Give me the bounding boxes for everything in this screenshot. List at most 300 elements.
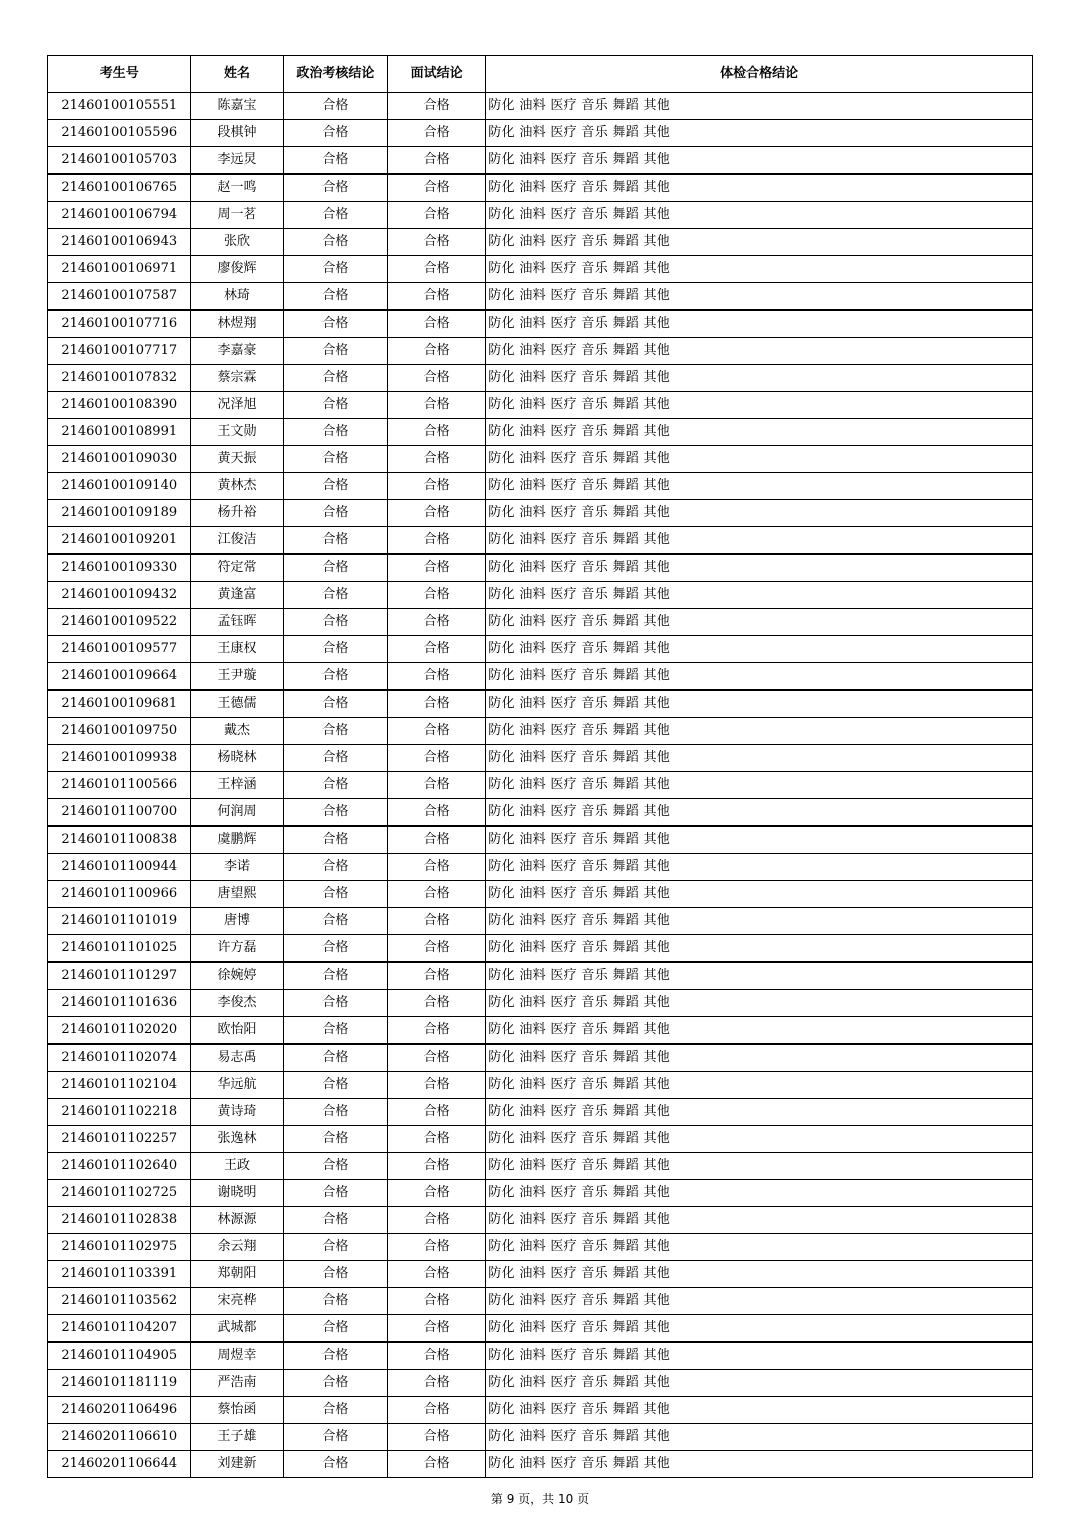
cell-name: 黄诗琦 [191, 1099, 283, 1126]
table-row [48, 609, 1033, 636]
header-name: 姓名 [191, 56, 283, 93]
cell-physical-exam: 防化 油料 医疗 音乐 舞蹈 其他 [486, 990, 1033, 1017]
cell-interview: 合格 [388, 202, 486, 229]
cell-interview: 合格 [388, 1315, 486, 1343]
cell-interview: 合格 [388, 1044, 486, 1072]
candidate-table [47, 55, 1033, 1478]
cell-candidate-id: 21460100109681 [48, 690, 191, 718]
cell-political-review: 合格 [283, 1126, 387, 1153]
table-row [48, 1072, 1033, 1099]
table-row [48, 473, 1033, 500]
cell-candidate-id: 21460100109750 [48, 718, 191, 745]
cell-name: 王政 [191, 1153, 283, 1180]
cell-candidate-id: 21460101102640 [48, 1153, 191, 1180]
cell-name: 符定常 [191, 554, 283, 582]
table-row [48, 663, 1033, 691]
cell-physical-exam: 防化 油料 医疗 音乐 舞蹈 其他 [486, 473, 1033, 500]
cell-interview: 合格 [388, 147, 486, 175]
cell-name: 周一茗 [191, 202, 283, 229]
cell-interview: 合格 [388, 1234, 486, 1261]
table-row [48, 1342, 1033, 1370]
cell-physical-exam: 防化 油料 医疗 音乐 舞蹈 其他 [486, 1126, 1033, 1153]
table-row [48, 256, 1033, 283]
table-row [48, 582, 1033, 609]
cell-political-review: 合格 [283, 990, 387, 1017]
cell-candidate-id: 21460100109522 [48, 609, 191, 636]
cell-political-review: 合格 [283, 1397, 387, 1424]
cell-name: 欧怡阳 [191, 1017, 283, 1045]
cell-name: 唐望熙 [191, 881, 283, 908]
cell-physical-exam: 防化 油料 医疗 音乐 舞蹈 其他 [486, 419, 1033, 446]
cell-interview: 合格 [388, 1370, 486, 1397]
cell-candidate-id: 21460101102218 [48, 1099, 191, 1126]
cell-candidate-id: 21460100109577 [48, 636, 191, 663]
cell-physical-exam: 防化 油料 医疗 音乐 舞蹈 其他 [486, 663, 1033, 691]
cell-name: 严浩南 [191, 1370, 283, 1397]
cell-interview: 合格 [388, 1397, 486, 1424]
cell-physical-exam: 防化 油料 医疗 音乐 舞蹈 其他 [486, 935, 1033, 963]
table-row [48, 1153, 1033, 1180]
cell-political-review: 合格 [283, 310, 387, 338]
cell-candidate-id: 21460100105596 [48, 120, 191, 147]
cell-candidate-id: 21460101104207 [48, 1315, 191, 1343]
cell-name: 周煜幸 [191, 1342, 283, 1370]
cell-interview: 合格 [388, 690, 486, 718]
cell-name: 段棋钟 [191, 120, 283, 147]
cell-name: 余云翔 [191, 1234, 283, 1261]
table-row [48, 419, 1033, 446]
cell-candidate-id: 21460100109432 [48, 582, 191, 609]
cell-physical-exam: 防化 油料 医疗 音乐 舞蹈 其他 [486, 908, 1033, 935]
cell-name: 王德儒 [191, 690, 283, 718]
cell-political-review: 合格 [283, 419, 387, 446]
table-row [48, 1126, 1033, 1153]
cell-political-review: 合格 [283, 554, 387, 582]
cell-political-review: 合格 [283, 826, 387, 854]
cell-name: 刘建新 [191, 1451, 283, 1478]
cell-interview: 合格 [388, 365, 486, 392]
cell-physical-exam: 防化 油料 医疗 音乐 舞蹈 其他 [486, 854, 1033, 881]
cell-candidate-id: 21460101100838 [48, 826, 191, 854]
cell-physical-exam: 防化 油料 医疗 音乐 舞蹈 其他 [486, 1424, 1033, 1451]
cell-physical-exam: 防化 油料 医疗 音乐 舞蹈 其他 [486, 582, 1033, 609]
table-row [48, 446, 1033, 473]
cell-candidate-id: 21460101101297 [48, 962, 191, 990]
cell-candidate-id: 21460101181119 [48, 1370, 191, 1397]
cell-name: 李俊杰 [191, 990, 283, 1017]
cell-name: 陈嘉宝 [191, 93, 283, 120]
cell-physical-exam: 防化 油料 医疗 音乐 舞蹈 其他 [486, 120, 1033, 147]
cell-political-review: 合格 [283, 527, 387, 555]
cell-name: 黄林杰 [191, 473, 283, 500]
cell-candidate-id: 21460101103391 [48, 1261, 191, 1288]
cell-political-review: 合格 [283, 202, 387, 229]
cell-interview: 合格 [388, 1424, 486, 1451]
cell-interview: 合格 [388, 990, 486, 1017]
cell-physical-exam: 防化 油料 医疗 音乐 舞蹈 其他 [486, 229, 1033, 256]
cell-interview: 合格 [388, 826, 486, 854]
table-row [48, 826, 1033, 854]
cell-candidate-id: 21460100106943 [48, 229, 191, 256]
cell-political-review: 合格 [283, 120, 387, 147]
cell-interview: 合格 [388, 1180, 486, 1207]
cell-political-review: 合格 [283, 500, 387, 527]
cell-political-review: 合格 [283, 93, 387, 120]
cell-interview: 合格 [388, 392, 486, 419]
cell-candidate-id: 21460101102257 [48, 1126, 191, 1153]
cell-physical-exam: 防化 油料 医疗 音乐 舞蹈 其他 [486, 1370, 1033, 1397]
cell-name: 林煜翔 [191, 310, 283, 338]
cell-candidate-id: 21460100107717 [48, 338, 191, 365]
cell-interview: 合格 [388, 1288, 486, 1315]
cell-candidate-id: 21460100107832 [48, 365, 191, 392]
cell-candidate-id: 21460101100944 [48, 854, 191, 881]
cell-interview: 合格 [388, 636, 486, 663]
cell-physical-exam: 防化 油料 医疗 音乐 舞蹈 其他 [486, 772, 1033, 799]
cell-physical-exam: 防化 油料 医疗 音乐 舞蹈 其他 [486, 310, 1033, 338]
cell-candidate-id: 21460100107587 [48, 283, 191, 311]
cell-political-review: 合格 [283, 1315, 387, 1343]
cell-physical-exam: 防化 油料 医疗 音乐 舞蹈 其他 [486, 1288, 1033, 1315]
cell-interview: 合格 [388, 1072, 486, 1099]
cell-name: 虞鹏辉 [191, 826, 283, 854]
cell-candidate-id: 21460201106610 [48, 1424, 191, 1451]
cell-name: 武城都 [191, 1315, 283, 1343]
cell-name: 郑朝阳 [191, 1261, 283, 1288]
cell-name: 蔡宗霖 [191, 365, 283, 392]
cell-political-review: 合格 [283, 881, 387, 908]
cell-political-review: 合格 [283, 1370, 387, 1397]
header-physical-exam: 体检合格结论 [486, 56, 1033, 93]
cell-political-review: 合格 [283, 854, 387, 881]
cell-interview: 合格 [388, 446, 486, 473]
table-row [48, 310, 1033, 338]
cell-physical-exam: 防化 油料 医疗 音乐 舞蹈 其他 [486, 1180, 1033, 1207]
cell-name: 戴杰 [191, 718, 283, 745]
table-row [48, 1397, 1033, 1424]
cell-physical-exam: 防化 油料 医疗 音乐 舞蹈 其他 [486, 554, 1033, 582]
cell-interview: 合格 [388, 582, 486, 609]
cell-political-review: 合格 [283, 935, 387, 963]
cell-political-review: 合格 [283, 636, 387, 663]
cell-political-review: 合格 [283, 1342, 387, 1370]
cell-candidate-id: 21460100108991 [48, 419, 191, 446]
cell-interview: 合格 [388, 1207, 486, 1234]
cell-physical-exam: 防化 油料 医疗 音乐 舞蹈 其他 [486, 636, 1033, 663]
cell-name: 况泽旭 [191, 392, 283, 419]
table-row [48, 500, 1033, 527]
cell-political-review: 合格 [283, 1261, 387, 1288]
cell-interview: 合格 [388, 473, 486, 500]
cell-interview: 合格 [388, 1261, 486, 1288]
cell-political-review: 合格 [283, 962, 387, 990]
cell-physical-exam: 防化 油料 医疗 音乐 舞蹈 其他 [486, 1017, 1033, 1045]
table-row [48, 1044, 1033, 1072]
cell-name: 宋亮桦 [191, 1288, 283, 1315]
page-number: 第 9 页，共 10 页 [490, 1492, 590, 1506]
cell-physical-exam: 防化 油料 医疗 音乐 舞蹈 其他 [486, 881, 1033, 908]
cell-physical-exam: 防化 油料 医疗 音乐 舞蹈 其他 [486, 1342, 1033, 1370]
cell-interview: 合格 [388, 174, 486, 202]
cell-interview: 合格 [388, 1099, 486, 1126]
cell-interview: 合格 [388, 229, 486, 256]
cell-name: 李诺 [191, 854, 283, 881]
table-row [48, 745, 1033, 772]
cell-interview: 合格 [388, 609, 486, 636]
table-row [48, 718, 1033, 745]
table-row [48, 690, 1033, 718]
cell-physical-exam: 防化 油料 医疗 音乐 舞蹈 其他 [486, 962, 1033, 990]
cell-physical-exam: 防化 油料 医疗 音乐 舞蹈 其他 [486, 1315, 1033, 1343]
table-row [48, 283, 1033, 311]
table-row [48, 1370, 1033, 1397]
cell-name: 黄天振 [191, 446, 283, 473]
cell-interview: 合格 [388, 718, 486, 745]
table-row [48, 990, 1033, 1017]
cell-interview: 合格 [388, 772, 486, 799]
cell-political-review: 合格 [283, 663, 387, 691]
cell-candidate-id: 21460100109140 [48, 473, 191, 500]
cell-political-review: 合格 [283, 1234, 387, 1261]
cell-interview: 合格 [388, 881, 486, 908]
cell-political-review: 合格 [283, 1044, 387, 1072]
table-row [48, 799, 1033, 827]
cell-political-review: 合格 [283, 473, 387, 500]
cell-name: 孟钰晖 [191, 609, 283, 636]
table-row [48, 174, 1033, 202]
cell-political-review: 合格 [283, 582, 387, 609]
cell-political-review: 合格 [283, 690, 387, 718]
cell-name: 唐博 [191, 908, 283, 935]
cell-name: 王文勋 [191, 419, 283, 446]
cell-name: 张逸林 [191, 1126, 283, 1153]
cell-name: 蔡怡函 [191, 1397, 283, 1424]
cell-candidate-id: 21460101101636 [48, 990, 191, 1017]
table-row [48, 962, 1033, 990]
cell-physical-exam: 防化 油料 医疗 音乐 舞蹈 其他 [486, 1451, 1033, 1478]
cell-candidate-id: 21460101102074 [48, 1044, 191, 1072]
cell-physical-exam: 防化 油料 医疗 音乐 舞蹈 其他 [486, 1099, 1033, 1126]
cell-interview: 合格 [388, 120, 486, 147]
table-row [48, 202, 1033, 229]
cell-candidate-id: 21460100107716 [48, 310, 191, 338]
cell-physical-exam: 防化 油料 医疗 音乐 舞蹈 其他 [486, 609, 1033, 636]
cell-physical-exam: 防化 油料 医疗 音乐 舞蹈 其他 [486, 500, 1033, 527]
table-row [48, 1099, 1033, 1126]
cell-name: 赵一鸣 [191, 174, 283, 202]
cell-name: 王康权 [191, 636, 283, 663]
cell-name: 江俊洁 [191, 527, 283, 555]
cell-name: 林源源 [191, 1207, 283, 1234]
cell-physical-exam: 防化 油料 医疗 音乐 舞蹈 其他 [486, 1072, 1033, 1099]
cell-candidate-id: 21460101102725 [48, 1180, 191, 1207]
cell-physical-exam: 防化 油料 医疗 音乐 舞蹈 其他 [486, 799, 1033, 827]
table-row [48, 392, 1033, 419]
header-political-review: 政治考核结论 [283, 56, 387, 93]
cell-candidate-id: 21460201106644 [48, 1451, 191, 1478]
cell-political-review: 合格 [283, 1153, 387, 1180]
cell-interview: 合格 [388, 93, 486, 120]
cell-political-review: 合格 [283, 799, 387, 827]
cell-candidate-id: 21460101101025 [48, 935, 191, 963]
cell-candidate-id: 21460101102975 [48, 1234, 191, 1261]
cell-physical-exam: 防化 油料 医疗 音乐 舞蹈 其他 [486, 93, 1033, 120]
cell-political-review: 合格 [283, 365, 387, 392]
header-row [48, 56, 1033, 93]
cell-political-review: 合格 [283, 1451, 387, 1478]
cell-physical-exam: 防化 油料 医疗 音乐 舞蹈 其他 [486, 174, 1033, 202]
cell-name: 林琦 [191, 283, 283, 311]
cell-physical-exam: 防化 油料 医疗 音乐 舞蹈 其他 [486, 1397, 1033, 1424]
cell-interview: 合格 [388, 854, 486, 881]
table-row [48, 1234, 1033, 1261]
cell-interview: 合格 [388, 745, 486, 772]
cell-interview: 合格 [388, 1153, 486, 1180]
table-row [48, 636, 1033, 663]
cell-candidate-id: 21460101100566 [48, 772, 191, 799]
cell-name: 黄逢富 [191, 582, 283, 609]
cell-candidate-id: 21460100106971 [48, 256, 191, 283]
cell-interview: 合格 [388, 527, 486, 555]
cell-candidate-id: 21460101102838 [48, 1207, 191, 1234]
cell-political-review: 合格 [283, 1207, 387, 1234]
cell-physical-exam: 防化 油料 医疗 音乐 舞蹈 其他 [486, 527, 1033, 555]
cell-candidate-id: 21460100109201 [48, 527, 191, 555]
cell-candidate-id: 21460101104905 [48, 1342, 191, 1370]
cell-political-review: 合格 [283, 609, 387, 636]
cell-candidate-id: 21460101100700 [48, 799, 191, 827]
table-row [48, 1288, 1033, 1315]
cell-name: 许方磊 [191, 935, 283, 963]
table-row [48, 365, 1033, 392]
table-row [48, 1261, 1033, 1288]
cell-name: 杨晓林 [191, 745, 283, 772]
cell-candidate-id: 21460100108390 [48, 392, 191, 419]
cell-name: 王尹璇 [191, 663, 283, 691]
cell-candidate-id: 21460100109664 [48, 663, 191, 691]
table-row [48, 554, 1033, 582]
cell-interview: 合格 [388, 419, 486, 446]
cell-physical-exam: 防化 油料 医疗 音乐 舞蹈 其他 [486, 1044, 1033, 1072]
cell-physical-exam: 防化 油料 医疗 音乐 舞蹈 其他 [486, 283, 1033, 311]
cell-name: 张欣 [191, 229, 283, 256]
cell-candidate-id: 21460100109189 [48, 500, 191, 527]
cell-physical-exam: 防化 油料 医疗 音乐 舞蹈 其他 [486, 718, 1033, 745]
cell-candidate-id: 21460101103562 [48, 1288, 191, 1315]
cell-physical-exam: 防化 油料 医疗 音乐 舞蹈 其他 [486, 1207, 1033, 1234]
cell-candidate-id: 21460100105703 [48, 147, 191, 175]
cell-political-review: 合格 [283, 392, 387, 419]
cell-political-review: 合格 [283, 283, 387, 311]
cell-physical-exam: 防化 油料 医疗 音乐 舞蹈 其他 [486, 365, 1033, 392]
cell-political-review: 合格 [283, 229, 387, 256]
cell-political-review: 合格 [283, 338, 387, 365]
table-row [48, 881, 1033, 908]
cell-candidate-id: 21460100109330 [48, 554, 191, 582]
cell-political-review: 合格 [283, 1180, 387, 1207]
table-row [48, 1315, 1033, 1343]
cell-candidate-id: 21460100105551 [48, 93, 191, 120]
table-row [48, 527, 1033, 555]
cell-interview: 合格 [388, 1017, 486, 1045]
cell-name: 李远炅 [191, 147, 283, 175]
cell-name: 廖俊辉 [191, 256, 283, 283]
cell-candidate-id: 21460100109938 [48, 745, 191, 772]
cell-candidate-id: 21460101102020 [48, 1017, 191, 1045]
cell-interview: 合格 [388, 908, 486, 935]
cell-interview: 合格 [388, 1451, 486, 1478]
cell-political-review: 合格 [283, 1424, 387, 1451]
cell-physical-exam: 防化 油料 医疗 音乐 舞蹈 其他 [486, 446, 1033, 473]
header-interview: 面试结论 [388, 56, 486, 93]
cell-name: 杨升裕 [191, 500, 283, 527]
cell-physical-exam: 防化 油料 医疗 音乐 舞蹈 其他 [486, 826, 1033, 854]
table-row [48, 935, 1033, 963]
cell-interview: 合格 [388, 283, 486, 311]
cell-political-review: 合格 [283, 908, 387, 935]
cell-name: 何润周 [191, 799, 283, 827]
cell-political-review: 合格 [283, 1072, 387, 1099]
cell-political-review: 合格 [283, 174, 387, 202]
cell-physical-exam: 防化 油料 医疗 音乐 舞蹈 其他 [486, 1261, 1033, 1288]
cell-interview: 合格 [388, 1126, 486, 1153]
cell-physical-exam: 防化 油料 医疗 音乐 舞蹈 其他 [486, 690, 1033, 718]
table-row [48, 854, 1033, 881]
cell-interview: 合格 [388, 500, 486, 527]
cell-interview: 合格 [388, 338, 486, 365]
cell-candidate-id: 21460101100966 [48, 881, 191, 908]
table-row [48, 1207, 1033, 1234]
table-row [48, 908, 1033, 935]
cell-physical-exam: 防化 油料 医疗 音乐 舞蹈 其他 [486, 256, 1033, 283]
cell-candidate-id: 21460100106794 [48, 202, 191, 229]
cell-political-review: 合格 [283, 446, 387, 473]
cell-political-review: 合格 [283, 1099, 387, 1126]
table-row [48, 147, 1033, 175]
cell-interview: 合格 [388, 935, 486, 963]
cell-name: 华远航 [191, 1072, 283, 1099]
cell-candidate-id: 21460100109030 [48, 446, 191, 473]
table-row [48, 1017, 1033, 1045]
cell-interview: 合格 [388, 554, 486, 582]
cell-candidate-id: 21460201106496 [48, 1397, 191, 1424]
cell-candidate-id: 21460101102104 [48, 1072, 191, 1099]
cell-name: 易志禹 [191, 1044, 283, 1072]
cell-political-review: 合格 [283, 1288, 387, 1315]
table-row [48, 93, 1033, 120]
cell-interview: 合格 [388, 799, 486, 827]
table-row [48, 229, 1033, 256]
table-row [48, 338, 1033, 365]
cell-interview: 合格 [388, 663, 486, 691]
table-row [48, 1451, 1033, 1478]
cell-candidate-id: 21460101101019 [48, 908, 191, 935]
cell-physical-exam: 防化 油料 医疗 音乐 舞蹈 其他 [486, 202, 1033, 229]
cell-name: 王子雄 [191, 1424, 283, 1451]
cell-political-review: 合格 [283, 147, 387, 175]
cell-name: 王梓涵 [191, 772, 283, 799]
cell-physical-exam: 防化 油料 医疗 音乐 舞蹈 其他 [486, 338, 1033, 365]
cell-political-review: 合格 [283, 745, 387, 772]
cell-name: 谢晓明 [191, 1180, 283, 1207]
cell-physical-exam: 防化 油料 医疗 音乐 舞蹈 其他 [486, 392, 1033, 419]
cell-name: 徐婉婷 [191, 962, 283, 990]
cell-interview: 合格 [388, 962, 486, 990]
cell-physical-exam: 防化 油料 医疗 音乐 舞蹈 其他 [486, 147, 1033, 175]
cell-interview: 合格 [388, 310, 486, 338]
cell-physical-exam: 防化 油料 医疗 音乐 舞蹈 其他 [486, 1234, 1033, 1261]
table-row [48, 120, 1033, 147]
